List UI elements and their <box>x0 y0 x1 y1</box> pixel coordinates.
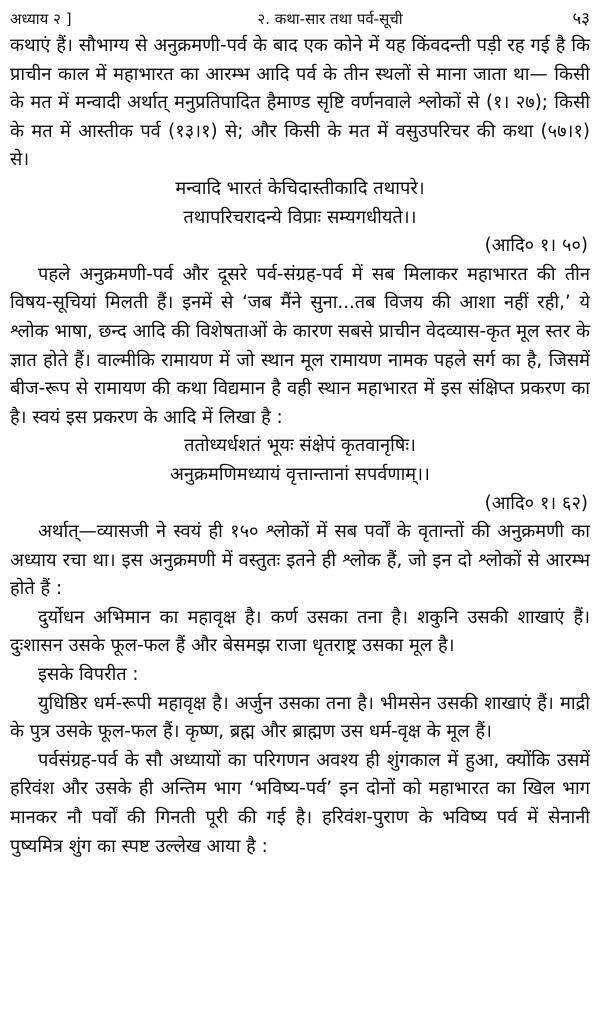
body-paragraph: अर्थात्—व्यासजी ने स्वयं ही १५० श्लोकों में सब पर्वों के वृतान्तों की अनुक्रमणी का अध्याय रचा था। इस अनुक्रमणी में वस्तुतः इतने ही श्लोक हैं, जो इन दो श्लोकों से आरम्भ होते हैं : <box>10 521 590 600</box>
body-paragraph: पर्वसंग्रह-पर्व के सौ अध्यायों का परिगणन अवश्य ही शुंगकाल में हुआ, क्योंकि उसमें हरिवंश और उसके ही अन्तिम भाग ‘भविष्य-पर्व’ इन दोनों को महाभारत का खिल भाग मानकर नौ पर्वों की गिनती पूरी की गई है। हरिवंश-पुराण के भविष्य पर्व में सेनानी पुष्यमित्र शुंग का स्पष्ट उल्लेख आया है : <box>10 749 590 857</box>
body-paragraph: कथाएं हैं। सौभाग्य से अनुक्रमणी-पर्व के बाद एक कोने में यह किंवदन्ती पड़ी रह गई है कि प्राचीन काल में महाभारत का आरम्भ आदि पर्व के तीन स्थलों से माना जाता था— किसी के मत में मन्वादी अर्थात् मनुप्रतिपादित हैमाण्ड सृष्टि वर्णनवाले श्लोकों से (१। २७); किसी के मत में आस्तीक पर्व (१३।१) से; और किसी के मत में वसुउपरिचर की कथा (५७।१) से। <box>10 35 590 171</box>
sanskrit-verse-line: ततोध्यर्धशतं भूयः संक्षेपं कृतवानृषिः। <box>184 435 416 457</box>
running-header <box>10 6 590 32</box>
body-paragraph: दुर्योधन अभिमान का महावृक्ष है। कर्ण उसका तना है। शकुनि उसकी शाखाएं हैं। दुःशासन उसके फूल-फल हैं और बेसमझ राजा धृतराष्ट्र उसका मूल है। <box>10 606 590 657</box>
verse-reference: (आदि० १। ५०) <box>484 235 588 257</box>
verse-reference: (आदि० १। ६२) <box>484 492 588 514</box>
chapter-label: अध्याय २ ] <box>10 10 72 28</box>
sanskrit-verse-line: मन्वादि भारतं केचिदास्तीकादि तथापरे। <box>175 177 425 199</box>
sanskrit-verse-line: अनुक्रमणिमध्यायं वृत्तान्तानां सपर्वणाम्।। <box>170 463 430 485</box>
page-body <box>10 32 590 861</box>
body-paragraph: युधिष्ठिर धर्म-रूपी महावृक्ष है। अर्जुन उसका तना है। भीमसेन उसकी शाखाएं हैं। माद्री के पुत्र उसके फूल-फल हैं। कृष्ण, ब्रह्म और ब्राह्मण उस धर्म-वृक्ष के मूल हैं। <box>10 692 590 743</box>
page-number: ५३ <box>572 9 590 29</box>
body-paragraph: इसके विपरीत : <box>38 664 139 686</box>
running-title: २. कथा-सार तथा पर्व-सूची <box>257 10 403 28</box>
body-paragraph: पहले अनुक्रमणी-पर्व और दूसरे पर्व-संग्रह-पर्व में सब मिलाकर महाभारत की तीन विषय-सूचियां मिलती हैं। इनमें से ‘जब मैंने सुना...तब विजय की आशा नहीं रही,’ ये श्लोक भाषा, छन्द आदि की विशेषताओं के कारण सबसे प्राचीन वेदव्यास-कृत मूल स्तर के ज्ञात होते हैं। वाल्मीकि रामायण में जो स्थान मूल रामायण नामक पहले सर्ग का है, जिसमें बीज-रूप से रामायण की कथा विद्यमान है वही स्थान महाभारत में इस संक्षिप्त प्रकरण का है। स्वयं इस प्रकरण के आदि में लिखा है : <box>10 263 590 428</box>
sanskrit-verse-line: तथापरिचरादन्ये विप्राः सम्यगधीयते।। <box>183 206 417 228</box>
